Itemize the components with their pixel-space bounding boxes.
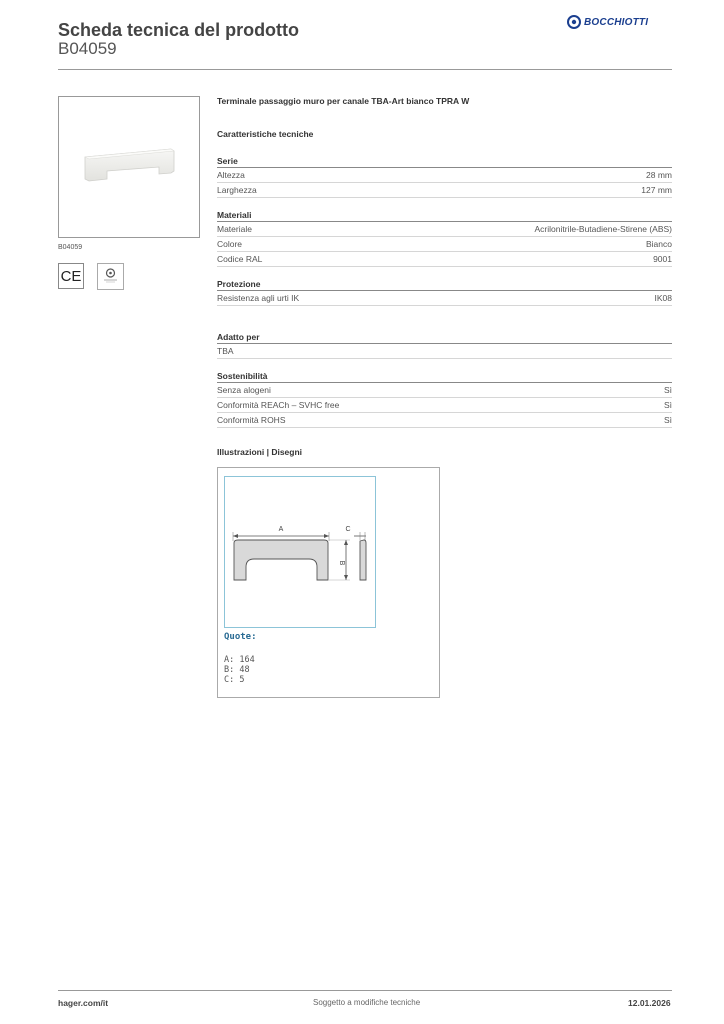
section-title: Sostenibilità bbox=[217, 369, 672, 383]
spec-row bbox=[217, 237, 672, 252]
spec-label: Larghezza bbox=[217, 185, 257, 195]
spec-value: Sì bbox=[663, 385, 672, 395]
section-sostenibilita bbox=[217, 369, 672, 428]
product-name: Terminale passaggio muro per canale TBA-Art bianco TPRA W bbox=[217, 96, 470, 106]
section-adatto bbox=[217, 330, 672, 359]
spec-row bbox=[217, 344, 672, 359]
spec-value: Bianco bbox=[646, 239, 672, 249]
footer-note: Soggetto a modifiche tecniche bbox=[313, 998, 421, 1007]
spec-label: Materiale bbox=[217, 224, 252, 234]
section-protezione bbox=[217, 277, 672, 306]
page-title: Scheda tecnica del prodotto bbox=[58, 20, 300, 40]
spec-label: Senza alogeni bbox=[217, 385, 271, 395]
dim-label-c: C bbox=[345, 526, 351, 533]
spec-row bbox=[217, 413, 672, 428]
spec-value: 28 mm bbox=[646, 170, 672, 180]
spec-row bbox=[217, 168, 672, 183]
quotes-title: Quote: bbox=[224, 632, 257, 642]
photo-caption: B04059 bbox=[58, 244, 83, 251]
dimension-drawing bbox=[224, 476, 376, 628]
section-title: Protezione bbox=[217, 277, 672, 291]
product-code: B04059 bbox=[58, 39, 117, 58]
footer-website[interactable]: hager.com/it bbox=[58, 998, 109, 1008]
spec-label: Colore bbox=[217, 239, 243, 249]
spec-label: Altezza bbox=[217, 170, 245, 180]
spec-row bbox=[217, 383, 672, 398]
certification-icon bbox=[97, 263, 124, 290]
dimension-diagram bbox=[225, 477, 375, 627]
brand-logo-icon bbox=[567, 15, 581, 29]
section-materiali bbox=[217, 208, 672, 267]
quote-b: B: 48 bbox=[224, 665, 250, 675]
section-serie bbox=[217, 154, 672, 198]
spec-value: Sì bbox=[663, 415, 672, 425]
spec-content bbox=[217, 96, 672, 428]
spec-label: TBA bbox=[217, 346, 234, 356]
ce-mark-icon: CE bbox=[58, 263, 84, 289]
spec-value: Acrilonitrile-Butadiene-Stirene (ABS) bbox=[534, 224, 672, 234]
spec-value: IK08 bbox=[654, 293, 672, 303]
spec-label: Conformità REACh – SVHC free bbox=[217, 400, 340, 410]
spec-row bbox=[217, 222, 672, 237]
product-image bbox=[59, 97, 199, 237]
footer-date: 12.01.2026 bbox=[628, 998, 671, 1008]
dim-label-a: A bbox=[278, 526, 284, 533]
header-divider bbox=[58, 69, 672, 70]
spec-value: Sì bbox=[663, 400, 672, 410]
spec-row bbox=[217, 252, 672, 267]
section-title: Materiali bbox=[217, 208, 672, 222]
illustrations-title: Illustrazioni | Disegni bbox=[217, 447, 303, 457]
section-title: Adatto per bbox=[217, 330, 672, 344]
brand-logo bbox=[567, 15, 648, 29]
spec-label: Conformità ROHS bbox=[217, 415, 286, 425]
characteristics-heading: Caratteristiche tecniche bbox=[217, 129, 314, 139]
spec-value: 127 mm bbox=[641, 185, 672, 195]
product-photo bbox=[58, 96, 200, 238]
spec-row bbox=[217, 291, 672, 306]
spec-row bbox=[217, 398, 672, 413]
footer-divider bbox=[58, 990, 672, 991]
quote-c: C: 5 bbox=[224, 675, 245, 685]
spec-label: Codice RAL bbox=[217, 254, 263, 264]
spec-value: 9001 bbox=[653, 254, 672, 264]
section-title: Serie bbox=[217, 154, 672, 168]
spec-row bbox=[217, 183, 672, 198]
quote-a: A: 164 bbox=[224, 655, 255, 665]
dim-label-b: B bbox=[338, 560, 345, 566]
brand-name: BOCCHIOTTI bbox=[584, 16, 649, 28]
spec-label: Resistenza agli urti IK bbox=[217, 293, 300, 303]
